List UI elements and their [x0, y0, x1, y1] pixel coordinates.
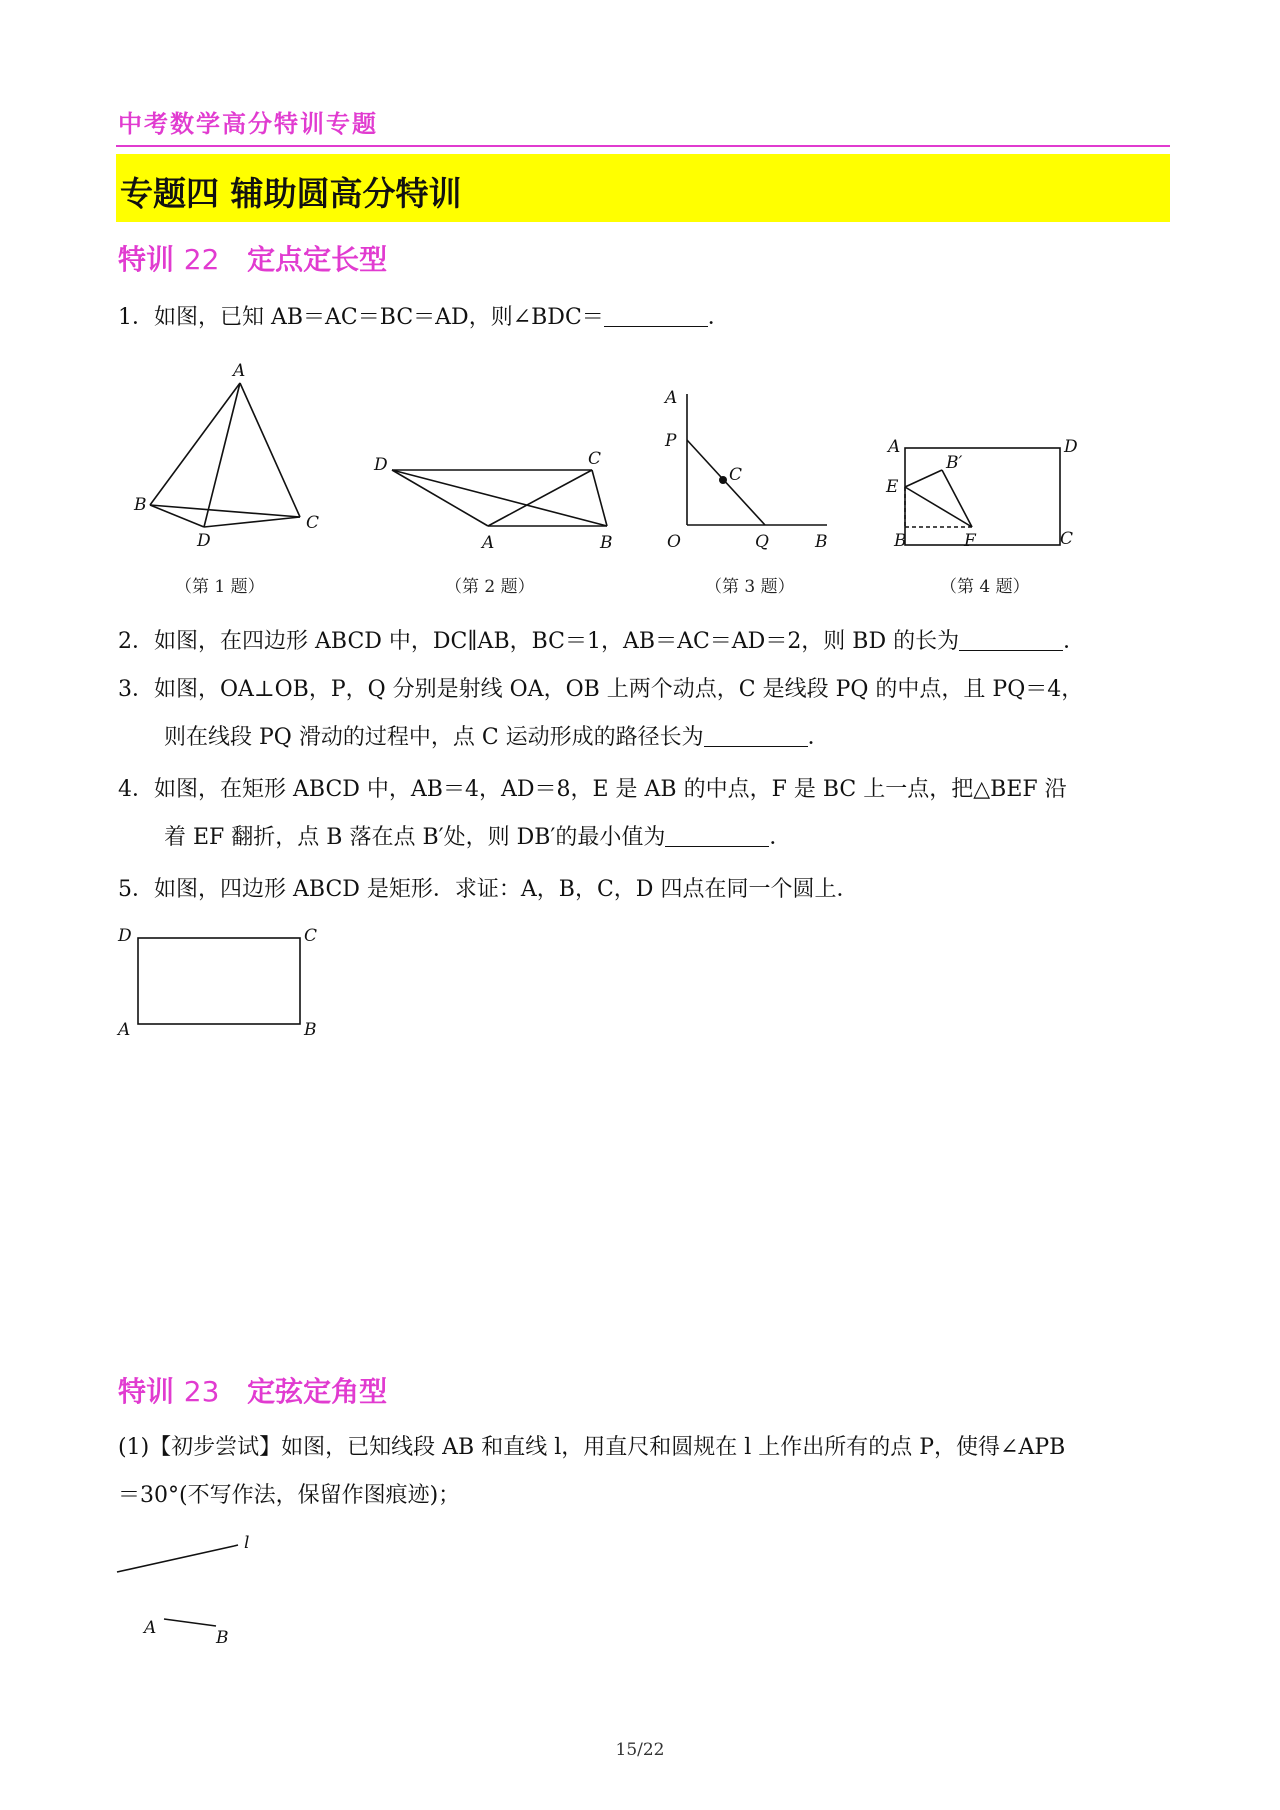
label: A	[665, 388, 678, 408]
figure-1	[130, 355, 330, 550]
question-3: 3．如图，OA⊥OB，P，Q 分别是射线 OA，OB 上两个动点，C 是线段 PQ 的中点，且 PQ＝4， 则在线段 PQ 滑动的过程中，点 C 运动形成的路径长为 ．	[118, 677, 1084, 750]
label: B	[600, 533, 613, 553]
answer-blank[interactable]	[959, 628, 1063, 651]
question-1: 1．如图，已知 AB＝AC＝BC＝AD，则∠BDC＝ ．	[118, 305, 730, 330]
label: D	[118, 926, 132, 946]
label: F	[964, 531, 976, 551]
question-4: 4．如图，在矩形 ABCD 中，AB＝4，AD＝8，E 是 AB 的中点，F 是 BC 上一点，把△BEF 沿 着 EF 翻折，点 B 落在点 B′处，则 DB′的最小值为 ．	[118, 777, 1067, 850]
label: C	[306, 513, 320, 533]
label: B	[216, 1628, 229, 1648]
answer-blank[interactable]	[665, 824, 769, 847]
label: A	[482, 533, 495, 553]
label: B	[304, 1020, 317, 1040]
label: B	[894, 531, 907, 551]
label: B′	[946, 453, 963, 473]
figure-5	[112, 920, 327, 1040]
section-label: 特训	[118, 1375, 175, 1408]
label: D	[374, 455, 388, 475]
figure-4	[880, 430, 1080, 555]
answer-blank[interactable]	[704, 724, 808, 747]
page-number: 15/22	[615, 1740, 665, 1760]
label: A	[118, 1020, 131, 1040]
question-5: 5．如图，四边形 ABCD 是矩形．求证：A，B，C，D 四点在同一个圆上．	[118, 877, 859, 902]
label: Q	[755, 532, 769, 552]
label: A	[233, 361, 246, 381]
label: C	[1060, 529, 1074, 549]
section-name: 定点定长型	[247, 243, 388, 276]
label: B	[815, 532, 828, 552]
answer-blank[interactable]	[604, 304, 708, 327]
section-label: 特训	[118, 243, 175, 276]
label: D	[197, 531, 211, 550]
caption-figure-2: （第 2 题）	[445, 577, 535, 597]
label: D	[1064, 437, 1078, 457]
topic-banner	[116, 154, 1170, 222]
section-number: 22	[183, 243, 220, 276]
header-rule	[116, 145, 1170, 147]
caption-figure-4: （第 4 题）	[940, 577, 1030, 597]
label: P	[665, 431, 677, 451]
label: A	[144, 1618, 157, 1638]
label: E	[886, 477, 899, 497]
label: B	[134, 495, 147, 515]
section-title-22	[118, 238, 387, 278]
section-title-23	[118, 1370, 387, 1410]
label: A	[888, 437, 901, 457]
banner-title: 专题四 辅助圆高分特训	[120, 174, 462, 213]
question-2: 2．如图，在四边形 ABCD 中，DC∥AB，BC＝1，AB＝AC＝AD＝2，则 BD 的长为 ．	[118, 629, 1086, 654]
figure-3	[655, 380, 840, 555]
caption-figure-1: （第 1 题）	[175, 577, 265, 597]
label: O	[667, 532, 681, 552]
header-title: 中考数学高分特训专题	[118, 109, 378, 138]
figure-6	[112, 1530, 362, 1650]
label: C	[588, 449, 602, 469]
caption-figure-3: （第 3 题）	[705, 577, 795, 597]
label: C	[729, 465, 743, 485]
figure-2	[370, 440, 625, 555]
label: C	[304, 926, 318, 946]
section-name: 定弦定角型	[247, 1375, 388, 1408]
question-23-1: (1)【初步尝试】如图，已知线段 AB 和直线 l，用直尺和圆规在 l 上作出所有的点 P，使得∠APB ＝30°(不写作法，保留作图痕迹)；	[118, 1435, 1066, 1508]
label: l	[244, 1533, 250, 1553]
section-number: 23	[183, 1375, 220, 1408]
